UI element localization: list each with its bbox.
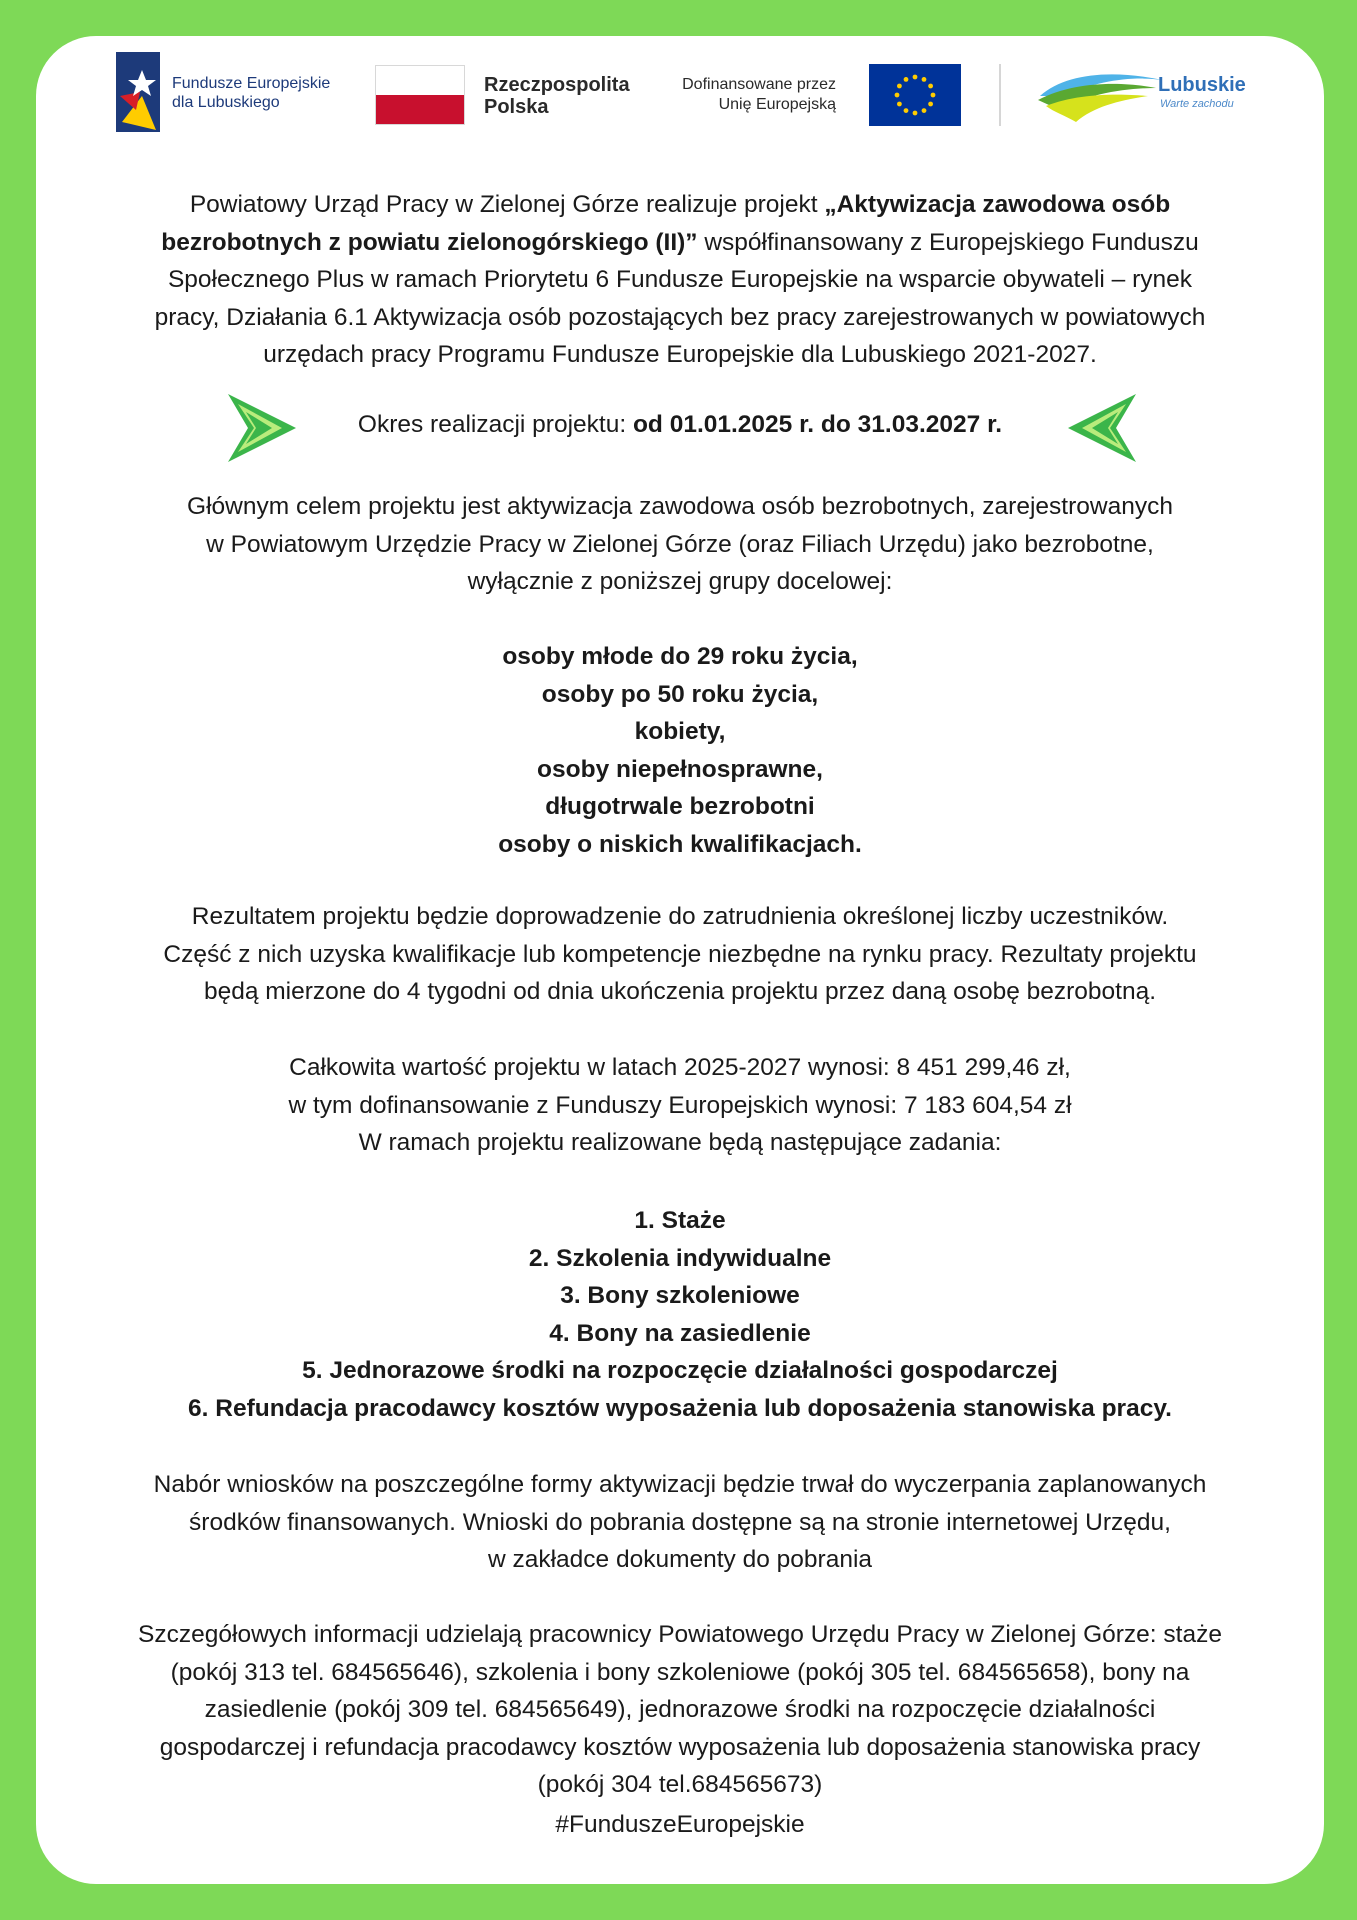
period-label: Okres realizacji projektu: <box>357 411 633 438</box>
arrow-left-icon <box>1066 392 1138 464</box>
rzeczpospolita-label: Rzeczpospolita Polska <box>484 74 630 118</box>
period-value: od 01.01.2025 r. do 31.03.2027 r. <box>632 411 1003 438</box>
eu-flag-icon <box>869 64 961 126</box>
results-paragraph: Rezultatem projektu będzie doprowadzenie do zatrudnienia określonej liczby uczestników. Część z nich uzyska kwalifikacje lub kompetencje niezbędne na rynku pracy. Rezultaty projektu będą mierzone do 4 tygodni od dnia ukończenia projektu przez daną osobę bezrobotną. <box>163 903 1197 1005</box>
list-item: osoby niepełnosprawne, <box>537 755 823 783</box>
list-item: 6. Refundacja pracodawcy kosztów wyposażenia lub doposażenia stanowiska pracy. <box>188 1394 1172 1422</box>
list-item: 2. Szkolenia indywidualne <box>528 1244 832 1272</box>
goal-paragraph: Głównym celem projektu jest aktywizacja zawodowa osób bezrobotnych, zarejestrowanych w Powiatowym Urzędzie Pracy w Zielonej Górze (oraz Filiach Urzędu) jako bezrobotne, wyłącznie z poniższej grupy docelowej: <box>187 493 1173 595</box>
list-item: 5. Jednorazowe środki na rozpoczęcie działalności gospodarczej <box>302 1357 1058 1384</box>
list-item: kobiety, <box>634 718 726 745</box>
target-groups-list <box>36 638 1324 863</box>
list-item: długotrwale bezrobotni <box>545 793 815 820</box>
recruitment-paragraph: Nabór wniosków na poszczególne formy aktywizacji będzie trwał do wyczerpania zaplanowanych środków finansowanych. Wnioski do pobrania dostępne są na stronie internetowej Urzędu, w zakładce dokumenty do pobrania <box>153 1471 1207 1573</box>
lubuskie-wave-icon <box>1036 66 1166 124</box>
fe-star-icon <box>116 52 168 132</box>
project-name-part2: bezrobotnych z powiatu zielonogórskiego (II)” <box>161 228 698 256</box>
tasks-list <box>36 1202 1324 1427</box>
value-paragraph: Całkowita wartość projektu w latach 2025-2027 wynosi: 8 451 299,46 zł, w tym dofinansowanie z Funduszy Europejskich wynosi: 7 183 604,54 zł W ramach projektu realizowane będą następujące zadania: <box>288 1054 1072 1156</box>
logo-bar <box>36 36 1324 136</box>
project-name-part1: „Aktywizacja zawodowa osób <box>824 191 1171 218</box>
fe-line-1: Fundusze Europejskie <box>172 75 331 92</box>
list-item: 4. Bony na zasiedlenie <box>549 1319 811 1347</box>
contacts-paragraph: Szczegółowych informacji udzielają pracownicy Powiatowego Urzędu Pracy w Zielonej Górze: staże (pokój 313 tel. 684565646), szkolenia i bony szkoleniowe (pokój 305 tel. 684565658), bony na zasiedlenie (pokój 309 tel. 684565649), jednorazowe środki na rozpoczęcie działalności gospodarczej i refundacja pracodawcy kosztów wyposażenia lub doposażenia stanowiska pracy (pokój 304 tel.684565673) <box>138 1621 1222 1798</box>
poster-card <box>36 36 1324 1884</box>
logo-separator <box>999 64 1001 126</box>
dofinansowane-label: Dofinansowane przez Unię Europejską <box>682 76 836 113</box>
lubuskie-label: Lubuskie <box>1158 74 1246 96</box>
hashtag: #FunduszeEuropejskie <box>555 1811 805 1838</box>
list-item: 3. Bony szkoleniowe <box>560 1282 800 1309</box>
list-item: osoby młode do 29 roku życia, <box>502 643 858 670</box>
intro-paragraph: Powiatowy Urząd Pracy w Zielonej Górze realizuje projekt „Aktywizacja zawodowa osób bezrobotnych z powiatu zielonogórskiego (II)” współfinansowany z Europejskiego Funduszu Społecznego Plus w ramach Priorytetu 6 Fundusze Europejskie na wsparcie obywateli – rynek pracy, Działania 6.1 Aktywizacja osób pozostających bez pracy zarejestrowanych w powiatowych urzędach pracy Programu Fundusze Europejskie dla Lubuskiego 2021-2027. <box>154 191 1206 368</box>
list-item: osoby o niskich kwalifikacjach. <box>498 830 862 858</box>
polish-flag <box>375 65 465 125</box>
fe-line-2: dla Lubuskiego <box>172 94 280 111</box>
list-item: osoby po 50 roku życia, <box>541 680 819 708</box>
fundusze-europejskie-logo <box>116 52 376 132</box>
list-item: 1. Staże <box>634 1207 726 1234</box>
lubuskie-tagline: Warte zachodu <box>1160 98 1234 110</box>
